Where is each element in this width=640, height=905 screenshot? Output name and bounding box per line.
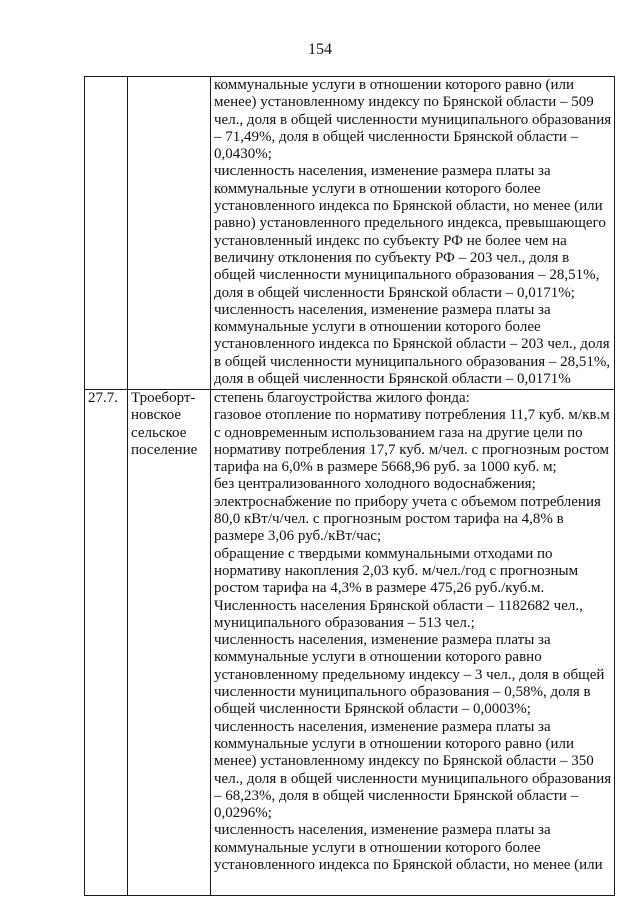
- text-line: – 68,23%, доля в общей численности Брянской области –: [214, 787, 579, 804]
- text-line: без централизованного холодного водоснабжения;: [214, 476, 536, 493]
- text-line: ростом тарифа на 4,3% в размере 475,26 руб./куб.м.: [214, 580, 545, 597]
- row-number-cell: [85, 77, 128, 390]
- text-line: коммунальные услуги в отношении которого более: [214, 180, 541, 197]
- text-line: коммунальные услуги в отношении которого равно: [214, 649, 542, 666]
- text-line: муниципального образования – 513 чел.;: [214, 614, 475, 631]
- text-line: – 71,49%, доля в общей численности Брянской области –: [214, 128, 579, 145]
- text-line: менее) установленному индексу по Брянской области – 509: [214, 94, 594, 111]
- municipality-name-cell: [128, 77, 211, 390]
- text-line: установленного индекса по Брянской области – 203 чел., доля: [214, 336, 610, 353]
- municipal-table: [84, 76, 615, 896]
- text-line: в общей численности муниципального образования – 28,51%,: [214, 353, 611, 370]
- text-line: численности муниципального образования – 0,58%, доля в: [214, 684, 591, 701]
- text-line: 0,0296%;: [214, 805, 272, 822]
- text-line: нормативу накопления 2,03 куб. м/чел./год с прогнозным: [214, 562, 579, 579]
- text-line: степень благоустройства жилого фонда:: [214, 390, 470, 406]
- text-line: доля в общей численности Брянской области – 0,0171%: [214, 371, 571, 388]
- municipality-name-cell: [128, 390, 211, 896]
- text-line: коммунальные услуги в отношении которого более: [214, 839, 541, 856]
- text-line: численность населения, изменение размера платы за: [214, 822, 551, 839]
- text-line: 0,0430%;: [214, 146, 272, 163]
- text-line: величину отклонения по субъекту РФ – 203 чел., доля в: [214, 249, 570, 266]
- text-line: размере 3,06 руб./кВт/час;: [214, 528, 382, 545]
- text-line: электроснабжение по прибору учета с объемом потребления: [214, 493, 601, 510]
- row-number-cell: [85, 390, 128, 896]
- page-number: 154: [308, 41, 332, 58]
- text-line: численность населения, изменение размера платы за: [214, 301, 551, 318]
- text-line: чел., доля в общей численности муниципального образования: [214, 111, 612, 128]
- text-line: коммунальные услуги в отношении которого более: [214, 319, 541, 336]
- municipality-name-line: Троеборт-: [131, 390, 196, 406]
- text-line: равно) установленного предельного индекса, превышающего: [214, 215, 606, 232]
- text-line: общей численности Брянской области – 0,0003%;: [214, 701, 531, 718]
- text-line: обращение с твердыми коммунальными отходами по: [214, 545, 553, 562]
- text-line: численность населения, изменение размера платы за: [214, 632, 551, 649]
- text-line: Численность населения Брянской области – 1182682 чел.,: [214, 597, 583, 614]
- text-line: установленному предельному индексу – 3 чел., доля в общей: [214, 666, 605, 683]
- text-line: с одновременным использованием газа на другие цели по: [214, 424, 583, 441]
- text-line: менее) установленному индексу по Брянской области – 350: [214, 753, 594, 770]
- text-line: установленного индекса по Брянской области, но менее (или: [214, 198, 603, 215]
- text-line: общей численности муниципального образования – 28,51%,: [214, 267, 600, 284]
- description-cell: [211, 390, 615, 896]
- municipality-name-line: сельское: [131, 424, 187, 441]
- text-line: установленного индекса по Брянской области, но менее (или: [214, 857, 603, 874]
- text-line: численность населения, изменение размера платы за: [214, 718, 551, 735]
- text-line: 80,0 кВт/ч/чел. с прогнозным ростом тарифа на 4,8% в: [214, 511, 564, 528]
- text-line: тарифа на 6,0% в размере 5668,96 руб. за 1000 куб. м;: [214, 459, 557, 476]
- text-line: чел., доля в общей численности муниципального образования: [214, 770, 612, 787]
- description-cell: [211, 77, 615, 390]
- table-row: [85, 390, 615, 896]
- municipality-name-line: новское: [131, 407, 182, 424]
- text-line: численность населения, изменение размера платы за: [214, 163, 551, 180]
- text-line: газовое отопление по нормативу потребления 11,7 куб. м/кв.м: [214, 407, 610, 424]
- text-line: установленный индекс по субъекту РФ не более чем на: [214, 232, 567, 249]
- text-line: коммунальные услуги в отношении которого равно (или: [214, 735, 574, 752]
- text-line: доля в общей численности Брянской области – 0,0171%;: [214, 284, 575, 301]
- text-line: нормативу потребления 17,7 куб. м/чел. с прогнозным ростом: [214, 441, 610, 458]
- table-row: [85, 77, 615, 390]
- municipality-name-line: поселение: [131, 441, 198, 458]
- row-number: 27.7.: [88, 390, 118, 406]
- text-line: коммунальные услуги в отношении которого равно (или: [214, 77, 574, 93]
